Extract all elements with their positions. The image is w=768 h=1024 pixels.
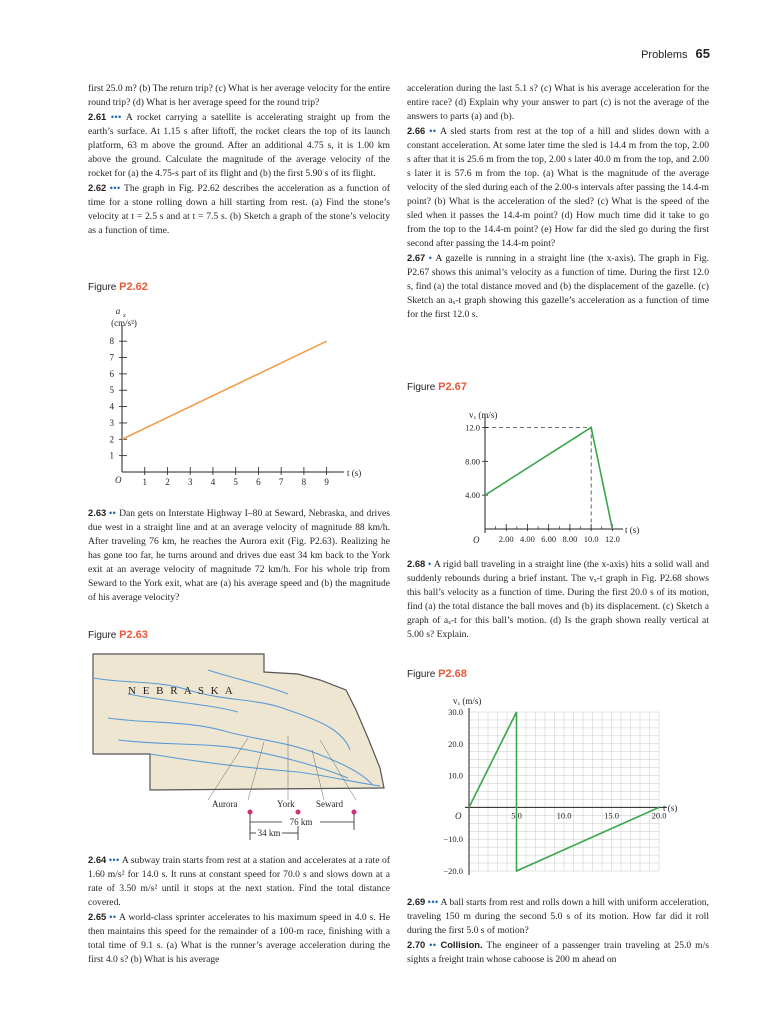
figure-caption-p2-63: Figure P2.63 <box>88 629 148 641</box>
x-tick-label: 5.0 <box>511 810 522 821</box>
problem-text: Dan gets on Interstate Highway I–80 at Seward, Nebraska, and drives due west in a straight line and at an average velocity of magnitude 88 km/h. After traveling 76 km, he reaches the Aurora exit (Fig. P2.63). Realizing he has gone too far, he turns around and drives due east 34 km back to the York exit at an average velocity of magnitude 72 km/h. For his whole trip from Seward to the York exit, what are (a) his average speed and (b) the magnitude of his average velocity? <box>88 508 390 603</box>
y-tick-label: 8.00 <box>465 456 480 467</box>
problem-2-65 <box>88 910 390 967</box>
problem-2-65-continuation: acceleration during the last 5.1 s? (c) What is his average acceleration for the entire race? (d) Explain why your answer to part (c) is not the average of the answers to parts (a) and (b). <box>407 83 709 122</box>
seward-dot <box>352 810 357 815</box>
x-tick-label: 4 <box>210 477 216 487</box>
problem-2-67 <box>407 251 709 322</box>
problem-2-69 <box>407 895 709 938</box>
x-tick-label: 5 <box>233 477 238 487</box>
difficulty-dots: •• <box>429 940 437 950</box>
chart-p2-67 <box>407 402 707 552</box>
y-tick-label: 2 <box>109 434 114 445</box>
x-tick-label: 6 <box>256 477 261 487</box>
problem-text: The engineer of a passenger train traveling at 25.0 m/s sights a freight train whose caboose is 200 m ahead on <box>407 940 710 965</box>
problem-text: A sled starts from rest at the top of a hill and slides down with a constant acceleration. At some later time the sled is 14.4 m from the top, 2.00 s after that it is 25.6 m from the top, 2.00 s later 40.0 m from the top, and 2.00 s later it is 57.6 m from the top. (a) What is the magnitude of the average velocity of the sled during each of the 2.00-s intervals after passing the 14.4-m point? (b) What is the acceleration of the sled? (c) What is the speed of the sled when it passes the 14.4-m point? (d) How much time did it take to go from the top to the 14.4-m point? (e) How far did the sled go during the first second after passing the 14.4-m point? <box>407 126 709 249</box>
problem-number: 2.69 <box>407 896 426 907</box>
problem-2-68 <box>407 557 709 642</box>
problem-text: A subway train starts from rest at a station and accelerates at a rate of 1.60 m/s² for 14.0 s. It runs at constant speed for 70.0 s and slows down at a rate of 3.50 m/s² until it stops at the next station. Find the total distance covered. <box>88 855 391 908</box>
difficulty-dots: • <box>428 253 433 263</box>
problem-text: The graph in Fig. P2.62 describes the acceleration as a function of time for a stone rolling down a hill starting from rest. (a) Find the stone’s velocity at t = 2.5 s and at t = 7.5 s. (b) Sketch a graph of the stone’s velocity as a function of time. <box>88 183 390 236</box>
problem-number: 2.63 <box>88 507 107 518</box>
origin-label: O <box>115 475 122 485</box>
y-tick-label: −20.0 <box>443 866 463 876</box>
y-tick-label: 30.0 <box>448 707 463 717</box>
page-number: 65 <box>695 46 710 61</box>
y-tick-label: 10.0 <box>448 770 463 781</box>
difficulty-dots: ••• <box>108 855 120 865</box>
right-column-bottom <box>407 895 709 967</box>
difficulty-dots: ••• <box>109 183 121 193</box>
running-header <box>641 46 710 61</box>
y-tick-label: 20.0 <box>448 738 463 749</box>
difficulty-dots: •• <box>109 912 117 922</box>
y-axis-subscript: x <box>123 313 126 319</box>
x-tick-label: 10.0 <box>583 534 599 544</box>
city-york: York <box>277 799 295 809</box>
problem-number: 2.67 <box>407 252 426 263</box>
figure-caption-p2-67: Figure P2.67 <box>407 381 467 393</box>
problem-text: A world-class sprinter accelerates to his maximum speed in 4.0 s. He then maintains this speed for the remainder of a 100-m race, finishing with a total time of 9.1 s. (a) What is the runner’s average acceleration during the first 4.0 s? (b) What is his average <box>88 912 390 965</box>
x-tick-label: 6.00 <box>541 534 557 544</box>
problem-2-66 <box>407 124 709 251</box>
problem-title: Collision. <box>440 939 483 950</box>
problem-number: 2.62 <box>88 182 107 193</box>
difficulty-dots: •• <box>429 126 437 136</box>
problem-text: A gazelle is running in a straight line (the x-axis). The graph in Fig. P2.67 shows this animal’s velocity as a function of time. During the first 12.0 s, find (a) the total distance moved and (b) the displacement of the gazelle. (c) Sketch an aₓ-t graph showing this gazelle’s acceleration as a function of time for the first 12.0 s. <box>407 253 709 320</box>
difficulty-dots: •• <box>109 508 117 518</box>
section-title: Problems <box>641 49 688 61</box>
x-axis-label: t (s) <box>347 468 362 478</box>
problem-number: 2.65 <box>88 911 107 922</box>
city-aurora: Aurora <box>212 799 238 809</box>
series-line-a_x <box>122 341 327 439</box>
chart-p2-68 <box>407 688 707 888</box>
x-tick-label: 7 <box>278 477 284 487</box>
left-column-middle <box>88 506 390 605</box>
problem-2-64 <box>88 853 390 910</box>
series-line-v_x <box>485 427 612 529</box>
difficulty-dots: • <box>428 559 432 569</box>
x-tick-label: 12.0 <box>604 534 620 544</box>
x-tick-label: 8 <box>301 477 307 487</box>
y-axis-label: vₓ (m/s) <box>453 696 482 706</box>
x-tick-label: 1 <box>142 477 147 487</box>
x-tick-label: 15.0 <box>604 810 619 821</box>
figure-caption-p2-62: Figure P2.62 <box>88 281 148 293</box>
y-tick-label: −10.0 <box>443 834 463 845</box>
y-tick-label: 1 <box>109 450 114 461</box>
y-tick-label: 7 <box>109 352 114 363</box>
state-name: N E B R A S K A <box>128 685 235 697</box>
y-tick-label: 12.0 <box>465 422 480 433</box>
problem-text: A ball starts from rest and rolls down a hill with uniform acceleration, traveling 150 m during the second 5.0 s of its motion. How far did it roll during the first 5.0 s of motion? <box>407 897 709 936</box>
y-axis-units: (cm/s²) <box>111 318 137 328</box>
x-tick-label: 20.0 <box>651 810 667 821</box>
x-tick-label: 10.0 <box>556 810 572 821</box>
city-seward: Seward <box>316 799 343 809</box>
difficulty-dots: ••• <box>110 112 122 122</box>
x-tick-label: 2.00 <box>498 534 514 544</box>
difficulty-dots: ••• <box>427 897 439 907</box>
problem-2-60-continuation: first 25.0 m? (b) The return trip? (c) What is her average velocity for the entire round trip? (d) What is her average speed for the round trip? <box>88 83 390 108</box>
x-axis-label: t (s) <box>625 525 640 535</box>
problem-text: A rigid ball traveling in a straight line (the x-axis) hits a solid wall and suddenly rebounds during a brief instant. The vₓ-t graph in Fig. P2.68 shows this ball’s velocity as a function of time. During the first 20.0 s of its motion, find (a) the total distance the ball moves and (b) its displacement. (c) Sketch a graph of aₓ-t for this ball’s motion. (d) Is the graph shown really vertical at 5.00 s? Explain. <box>407 559 710 640</box>
problem-number: 2.64 <box>88 854 107 865</box>
nebraska-map <box>88 650 388 850</box>
problem-number: 2.61 <box>88 111 107 122</box>
distance-76km: 76 km <box>289 817 313 827</box>
problem-2-61 <box>88 110 390 181</box>
aurora-dot <box>248 810 253 815</box>
y-axis-symbol: a <box>115 306 121 316</box>
x-tick-label: 4.00 <box>520 534 535 544</box>
x-axis-label: t (s) <box>663 803 678 813</box>
right-column <box>407 82 709 322</box>
y-tick-label: 4 <box>109 401 114 412</box>
problem-number: 2.68 <box>407 558 426 569</box>
y-tick-label: 5 <box>109 385 114 396</box>
y-axis-label: vₓ (m/s) <box>469 410 498 420</box>
distance-34km: 34 km <box>257 828 281 838</box>
problem-2-63 <box>88 506 390 605</box>
state-outline <box>93 654 384 790</box>
x-tick-label: 8.00 <box>562 534 578 544</box>
problem-number: 2.66 <box>407 125 426 136</box>
y-tick-label: 8 <box>109 336 114 347</box>
figure-caption-p2-68: Figure P2.68 <box>407 668 467 680</box>
left-column <box>88 82 390 238</box>
left-column-bottom <box>88 853 390 967</box>
york-dot <box>296 810 301 815</box>
x-tick-label: 3 <box>187 477 193 487</box>
problem-number: 2.70 <box>407 939 426 950</box>
problem-text: A rocket carrying a satellite is accelerating straight up from the earth’s surface. At 1.15 s after liftoff, the rocket clears the top of its launch platform, 63 m above the ground. After an additional 4.75 s, it is 1.00 km above the ground. Calculate the magnitude of the average velocity of the rocket for (a) the 4.75-s part of its flight and (b) the first 5.90 s of its flight. <box>88 112 390 179</box>
problem-2-70 <box>407 938 709 967</box>
origin-label: O <box>473 535 480 545</box>
y-tick-label: 3 <box>109 417 114 428</box>
y-tick-label: 6 <box>109 368 114 379</box>
right-column-middle <box>407 557 709 642</box>
x-tick-label: 9 <box>324 477 329 487</box>
problem-2-62 <box>88 181 390 238</box>
origin-label: O <box>455 811 462 821</box>
chart-p2-62 <box>88 300 388 500</box>
x-tick-label: 2 <box>165 477 170 487</box>
y-tick-label: 4.00 <box>465 490 480 501</box>
